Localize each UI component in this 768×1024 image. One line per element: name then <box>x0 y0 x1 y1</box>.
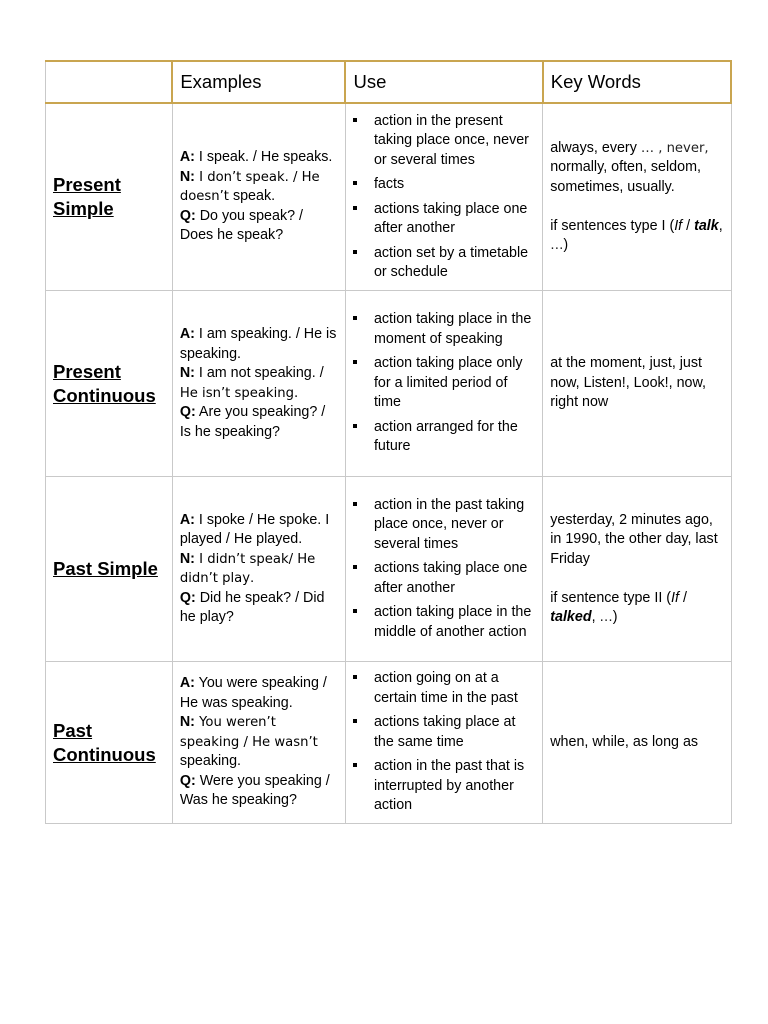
table-row-past-simple <box>46 477 732 662</box>
list-item <box>353 354 537 413</box>
negative-text: I don’t speak. / He doesn’t <box>179 169 320 205</box>
list-item <box>353 200 537 239</box>
square-bullet-icon <box>353 675 357 679</box>
tense-name-line2: Continuous <box>53 743 156 765</box>
key-words-cell <box>543 662 731 824</box>
use-cell <box>345 477 542 662</box>
tense-name-line2: Simple <box>53 198 114 219</box>
example-question <box>180 403 339 442</box>
square-bullet-icon <box>353 316 357 320</box>
tense-name <box>46 477 173 662</box>
use-item-text: action taking place in the moment of speaking <box>373 311 532 347</box>
negative-text-tail: . <box>250 570 255 586</box>
square-bullet-icon <box>353 763 357 767</box>
negative-text: You weren’t speaking / He wasn’t <box>179 715 318 750</box>
key-words-text: … , never, <box>640 140 709 156</box>
affirmative-text: I spoke / He spoke. I played / He played. <box>179 511 330 547</box>
square-bullet-icon <box>353 565 357 569</box>
spacer <box>550 197 724 217</box>
example-affirmative <box>180 325 339 364</box>
key-words-line: yesterday, 2 minutes ago, in 1990, the other day, last Friday <box>550 511 718 567</box>
key-words-text: always, every <box>550 139 641 156</box>
key-words-cell <box>543 477 731 662</box>
affirmative-text: I am speaking. / He is speaking. <box>179 326 337 362</box>
key-words-verb: talk <box>694 217 719 234</box>
square-bullet-icon <box>353 118 357 122</box>
use-item-text: facts <box>373 176 405 192</box>
negative-label: N: <box>179 714 195 731</box>
use-item-text: action in the past that is interrupted by another action <box>373 758 525 814</box>
key-words-text: / <box>682 217 695 234</box>
example-affirmative <box>180 148 339 168</box>
square-bullet-icon <box>353 502 357 506</box>
question-label: Q: <box>179 404 196 420</box>
question-text: Did he speak? / Did he play? <box>179 589 325 625</box>
key-words-text: / <box>678 589 687 606</box>
negative-label: N: <box>179 365 195 381</box>
header-examples: Examples <box>172 61 345 103</box>
use-item-text: action going on at a certain time in the past <box>373 670 518 706</box>
key-words-text: ) <box>563 237 569 253</box>
use-cell <box>345 103 542 291</box>
key-words-text: normally, often, seldom, sometimes, usually. <box>550 159 701 195</box>
examples-cell <box>172 662 345 824</box>
list-item <box>353 713 537 752</box>
question-label: Q: <box>179 772 196 789</box>
example-negative <box>180 168 339 207</box>
example-affirmative <box>180 511 339 550</box>
negative-text-tail: speak. <box>228 188 276 205</box>
use-item-text: action in the past taking place once, never or several times <box>373 496 525 552</box>
tense-name-line1: Past <box>53 719 93 741</box>
tense-name-line1: Present <box>53 360 121 382</box>
example-negative <box>180 713 339 772</box>
use-list <box>353 112 537 283</box>
list-item <box>353 112 537 171</box>
list-item <box>353 310 537 349</box>
key-words-text: … <box>550 238 564 253</box>
example-question <box>180 772 339 811</box>
key-words-italic: If <box>671 589 679 606</box>
table-row-present-continuous <box>46 291 732 477</box>
tense-name <box>46 103 173 291</box>
tense-name-line2: Continuous <box>53 384 156 406</box>
use-list <box>353 496 537 643</box>
key-words-cell <box>543 103 731 291</box>
use-item-text: actions taking place one after another <box>373 200 528 236</box>
question-label: Q: <box>179 589 196 606</box>
example-question <box>180 589 339 628</box>
list-item <box>353 418 537 457</box>
use-list <box>353 310 537 457</box>
key-words-verb: talked <box>550 609 592 625</box>
use-cell <box>345 291 542 477</box>
key-words-text: , <box>591 609 600 625</box>
key-words-cell <box>543 291 731 477</box>
list-item <box>353 757 537 816</box>
examples-cell <box>172 291 345 477</box>
list-item <box>353 175 537 195</box>
key-words-line <box>550 139 724 198</box>
square-bullet-icon <box>353 181 357 185</box>
question-text: Are you speaking? / Is he speaking? <box>179 404 326 440</box>
affirmative-label: A: <box>179 675 195 692</box>
header-empty-cell <box>46 61 173 103</box>
negative-text: I am not speaking. / <box>194 365 324 381</box>
key-words-line: when, while, as long as <box>550 733 699 750</box>
use-list <box>353 669 537 816</box>
use-item-text: action taking place in the middle of another action <box>373 604 532 640</box>
use-item-text: action taking place only for a limited period of time <box>373 355 523 411</box>
negative-text-tail: speaking. <box>179 753 242 770</box>
use-item-text: action in the present taking place once, never or several times <box>373 112 529 168</box>
header-use: Use <box>345 61 542 103</box>
tenses-table <box>45 60 732 824</box>
negative-text: I didn’t speak/ He didn’t play <box>179 551 316 586</box>
use-item-text: actions taking place at the same time <box>373 714 516 750</box>
key-words-text: ) <box>612 609 618 625</box>
header-row <box>46 61 732 103</box>
square-bullet-icon <box>353 609 357 613</box>
use-item-text: action arranged for the future <box>373 418 518 455</box>
square-bullet-icon <box>353 360 357 364</box>
example-negative <box>180 550 339 589</box>
example-question <box>180 207 339 246</box>
square-bullet-icon <box>353 424 357 428</box>
example-affirmative <box>180 674 339 713</box>
table-row-present-simple <box>46 103 732 291</box>
key-words-text: , <box>718 217 723 234</box>
question-label: Q: <box>179 207 196 224</box>
negative-text-tail: He isn’t speaking. <box>179 385 299 401</box>
conditional-line <box>550 217 724 256</box>
list-item <box>353 603 537 642</box>
conditional-line <box>550 589 724 628</box>
key-words-italic: If <box>674 217 683 234</box>
affirmative-label: A: <box>179 511 195 528</box>
table-row-past-continuous <box>46 662 732 824</box>
square-bullet-icon <box>353 250 357 254</box>
tense-name-line1: Present <box>53 174 121 195</box>
key-words-text: if sentences type I ( <box>550 217 675 234</box>
key-words-line: at the moment, just, just now, Listen!, Look!, now, right now <box>550 355 707 411</box>
example-negative <box>180 364 339 403</box>
examples-cell <box>172 103 345 291</box>
tense-name <box>46 662 173 824</box>
list-item <box>353 244 537 283</box>
use-cell <box>345 662 542 824</box>
square-bullet-icon <box>353 719 357 723</box>
header-key-words: Key Words <box>543 61 731 103</box>
list-item <box>353 669 537 708</box>
square-bullet-icon <box>353 206 357 210</box>
use-item-text: action set by a timetable or schedule <box>373 244 529 280</box>
use-item-text: actions taking place one after another <box>373 560 528 596</box>
list-item <box>353 559 537 598</box>
list-item <box>353 496 537 555</box>
negative-label: N: <box>179 168 195 185</box>
key-words-text: … <box>599 610 613 625</box>
key-words-text: if sentence type II ( <box>550 589 672 606</box>
tense-name <box>46 291 173 477</box>
negative-label: N: <box>179 550 195 567</box>
tense-name-line1: Past Simple <box>53 558 158 579</box>
spacer <box>550 569 724 589</box>
affirmative-text: You were speaking / He was speaking. <box>179 675 327 711</box>
examples-cell <box>172 477 345 662</box>
question-text: Do you speak? / Does he speak? <box>179 207 304 244</box>
affirmative-label: A: <box>179 149 195 166</box>
affirmative-text: I speak. / He speaks. <box>194 149 333 166</box>
affirmative-label: A: <box>179 326 195 342</box>
question-text: Were you speaking / Was he speaking? <box>179 772 330 809</box>
